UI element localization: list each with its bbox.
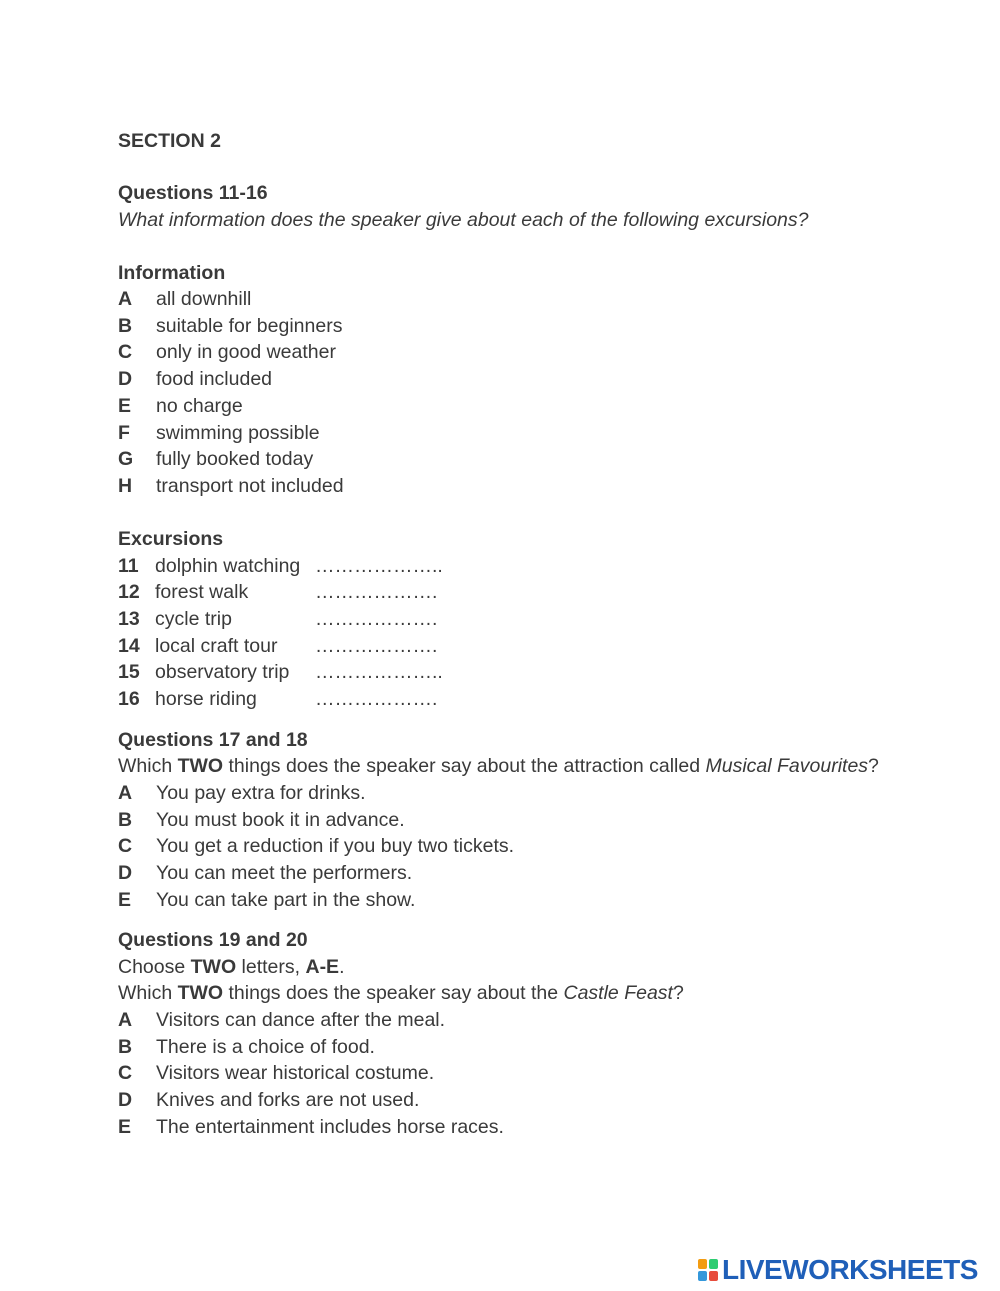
- questions-19-20-prompt: Which TWO things does the speaker say about the Castle Feast?: [118, 982, 684, 1005]
- info-letter: F: [118, 421, 130, 444]
- info-text: transport not included: [156, 474, 344, 497]
- section-title: SECTION 2: [118, 130, 221, 152]
- excursion-name: dolphin watching: [155, 554, 301, 577]
- option-text: You can take part in the show.: [156, 888, 416, 911]
- info-item: [118, 313, 918, 340]
- info-text: only in good weather: [156, 341, 336, 364]
- info-item: [118, 393, 918, 420]
- option-item[interactable]: [118, 860, 918, 887]
- option-text: You must book it in advance.: [156, 808, 405, 831]
- option-letter: C: [118, 1062, 133, 1085]
- info-text: food included: [156, 368, 273, 391]
- excursion-name: forest walk: [155, 581, 249, 604]
- option-letter: E: [118, 1115, 132, 1138]
- answer-blank[interactable]: ………………..: [315, 661, 443, 684]
- option-item[interactable]: [118, 1087, 918, 1114]
- option-text: There is a choice of food.: [156, 1035, 375, 1058]
- option-item[interactable]: [118, 807, 918, 834]
- info-letter: A: [118, 288, 133, 310]
- option-letter: B: [118, 808, 133, 831]
- excursion-item: [118, 659, 918, 686]
- questions-11-16-heading: Questions 11-16: [118, 182, 268, 204]
- option-letter: C: [118, 835, 133, 858]
- excursion-number: 15: [118, 661, 140, 684]
- logo-text: LIVEWORKSHEETS: [722, 1254, 978, 1285]
- excursion-number: 14: [118, 634, 140, 657]
- questions-19-20-instruction: Choose TWO letters, A-E.: [118, 955, 345, 978]
- option-item[interactable]: [118, 1060, 918, 1087]
- questions-19-20-heading: Questions 19 and 20: [118, 929, 308, 952]
- option-item[interactable]: [118, 1114, 918, 1141]
- excursion-number: 13: [118, 608, 140, 631]
- questions-17-18: [118, 727, 918, 914]
- logo-mark-icon: [698, 1259, 718, 1281]
- option-letter: E: [118, 888, 132, 911]
- excursion-item: [118, 553, 918, 580]
- info-text: swimming possible: [156, 421, 320, 444]
- information-heading: Information: [118, 261, 226, 284]
- option-item[interactable]: [118, 780, 918, 807]
- option-letter: A: [118, 1008, 133, 1031]
- option-text: Knives and forks are not used.: [156, 1088, 420, 1111]
- answer-blank[interactable]: ……………….: [315, 688, 438, 711]
- questions-19-20: [118, 927, 918, 1140]
- questions-11-16-prompt: What information does the speaker give about each of the following excursions?: [118, 208, 809, 231]
- option-text: You pay extra for drinks.: [156, 781, 366, 804]
- info-letter: G: [118, 448, 134, 471]
- info-text: no charge: [156, 394, 243, 417]
- option-text: The entertainment includes horse races.: [156, 1115, 504, 1138]
- excursion-item: [118, 579, 918, 606]
- info-item: [118, 286, 918, 313]
- liveworksheets-logo[interactable]: [698, 1254, 978, 1286]
- excursion-name: horse riding: [155, 688, 257, 711]
- info-item: [118, 420, 918, 447]
- excursion-name: observatory trip: [155, 661, 290, 684]
- info-letter: D: [118, 368, 133, 391]
- questions-17-18-prompt: Which TWO things does the speaker say about the attraction called Musical Favourites?: [118, 755, 879, 778]
- excursion-item: [118, 686, 918, 713]
- excursion-item: [118, 606, 918, 633]
- option-text: You get a reduction if you buy two tickets.: [156, 835, 515, 858]
- answer-blank[interactable]: ………………..: [315, 554, 443, 577]
- logo-tile: [709, 1259, 718, 1269]
- questions-17-18-heading: Questions 17 and 18: [118, 728, 308, 751]
- info-item: [118, 366, 918, 393]
- logo-tile: [698, 1259, 707, 1269]
- logo-tile: [709, 1271, 718, 1281]
- info-item: [118, 473, 918, 500]
- info-text: all downhill: [156, 288, 252, 310]
- answer-blank[interactable]: ……………….: [315, 608, 438, 631]
- option-item[interactable]: [118, 833, 918, 860]
- info-letter: E: [118, 394, 132, 417]
- option-letter: B: [118, 1035, 133, 1058]
- answer-blank[interactable]: ……………….: [315, 581, 438, 604]
- option-text: Visitors can dance after the meal.: [156, 1008, 446, 1031]
- option-text: You can meet the performers.: [156, 861, 413, 884]
- info-letter: H: [118, 474, 133, 497]
- info-item: [118, 446, 918, 473]
- excursion-name: cycle trip: [155, 608, 232, 631]
- excursion-number: 11: [118, 554, 139, 577]
- info-item: [118, 339, 918, 366]
- info-text: suitable for beginners: [156, 314, 343, 337]
- info-text: fully booked today: [156, 448, 314, 471]
- excursions-heading: Excursions: [118, 528, 224, 551]
- worksheet-page: [118, 128, 918, 1154]
- option-item[interactable]: [118, 887, 918, 914]
- option-item[interactable]: [118, 1034, 918, 1061]
- excursion-number: 12: [118, 581, 140, 604]
- excursion-name: local craft tour: [155, 634, 278, 657]
- option-letter: A: [118, 781, 133, 804]
- option-letter: D: [118, 861, 133, 884]
- option-letter: D: [118, 1088, 133, 1111]
- logo-tile: [698, 1271, 707, 1281]
- answer-blank[interactable]: ……………….: [315, 634, 438, 657]
- excursion-item: [118, 633, 918, 660]
- questions-11-16: [118, 180, 918, 713]
- option-text: Visitors wear historical costume.: [156, 1062, 435, 1085]
- option-item[interactable]: [118, 1007, 918, 1034]
- excursion-number: 16: [118, 688, 140, 711]
- info-letter: C: [118, 341, 133, 364]
- info-letter: B: [118, 314, 133, 337]
